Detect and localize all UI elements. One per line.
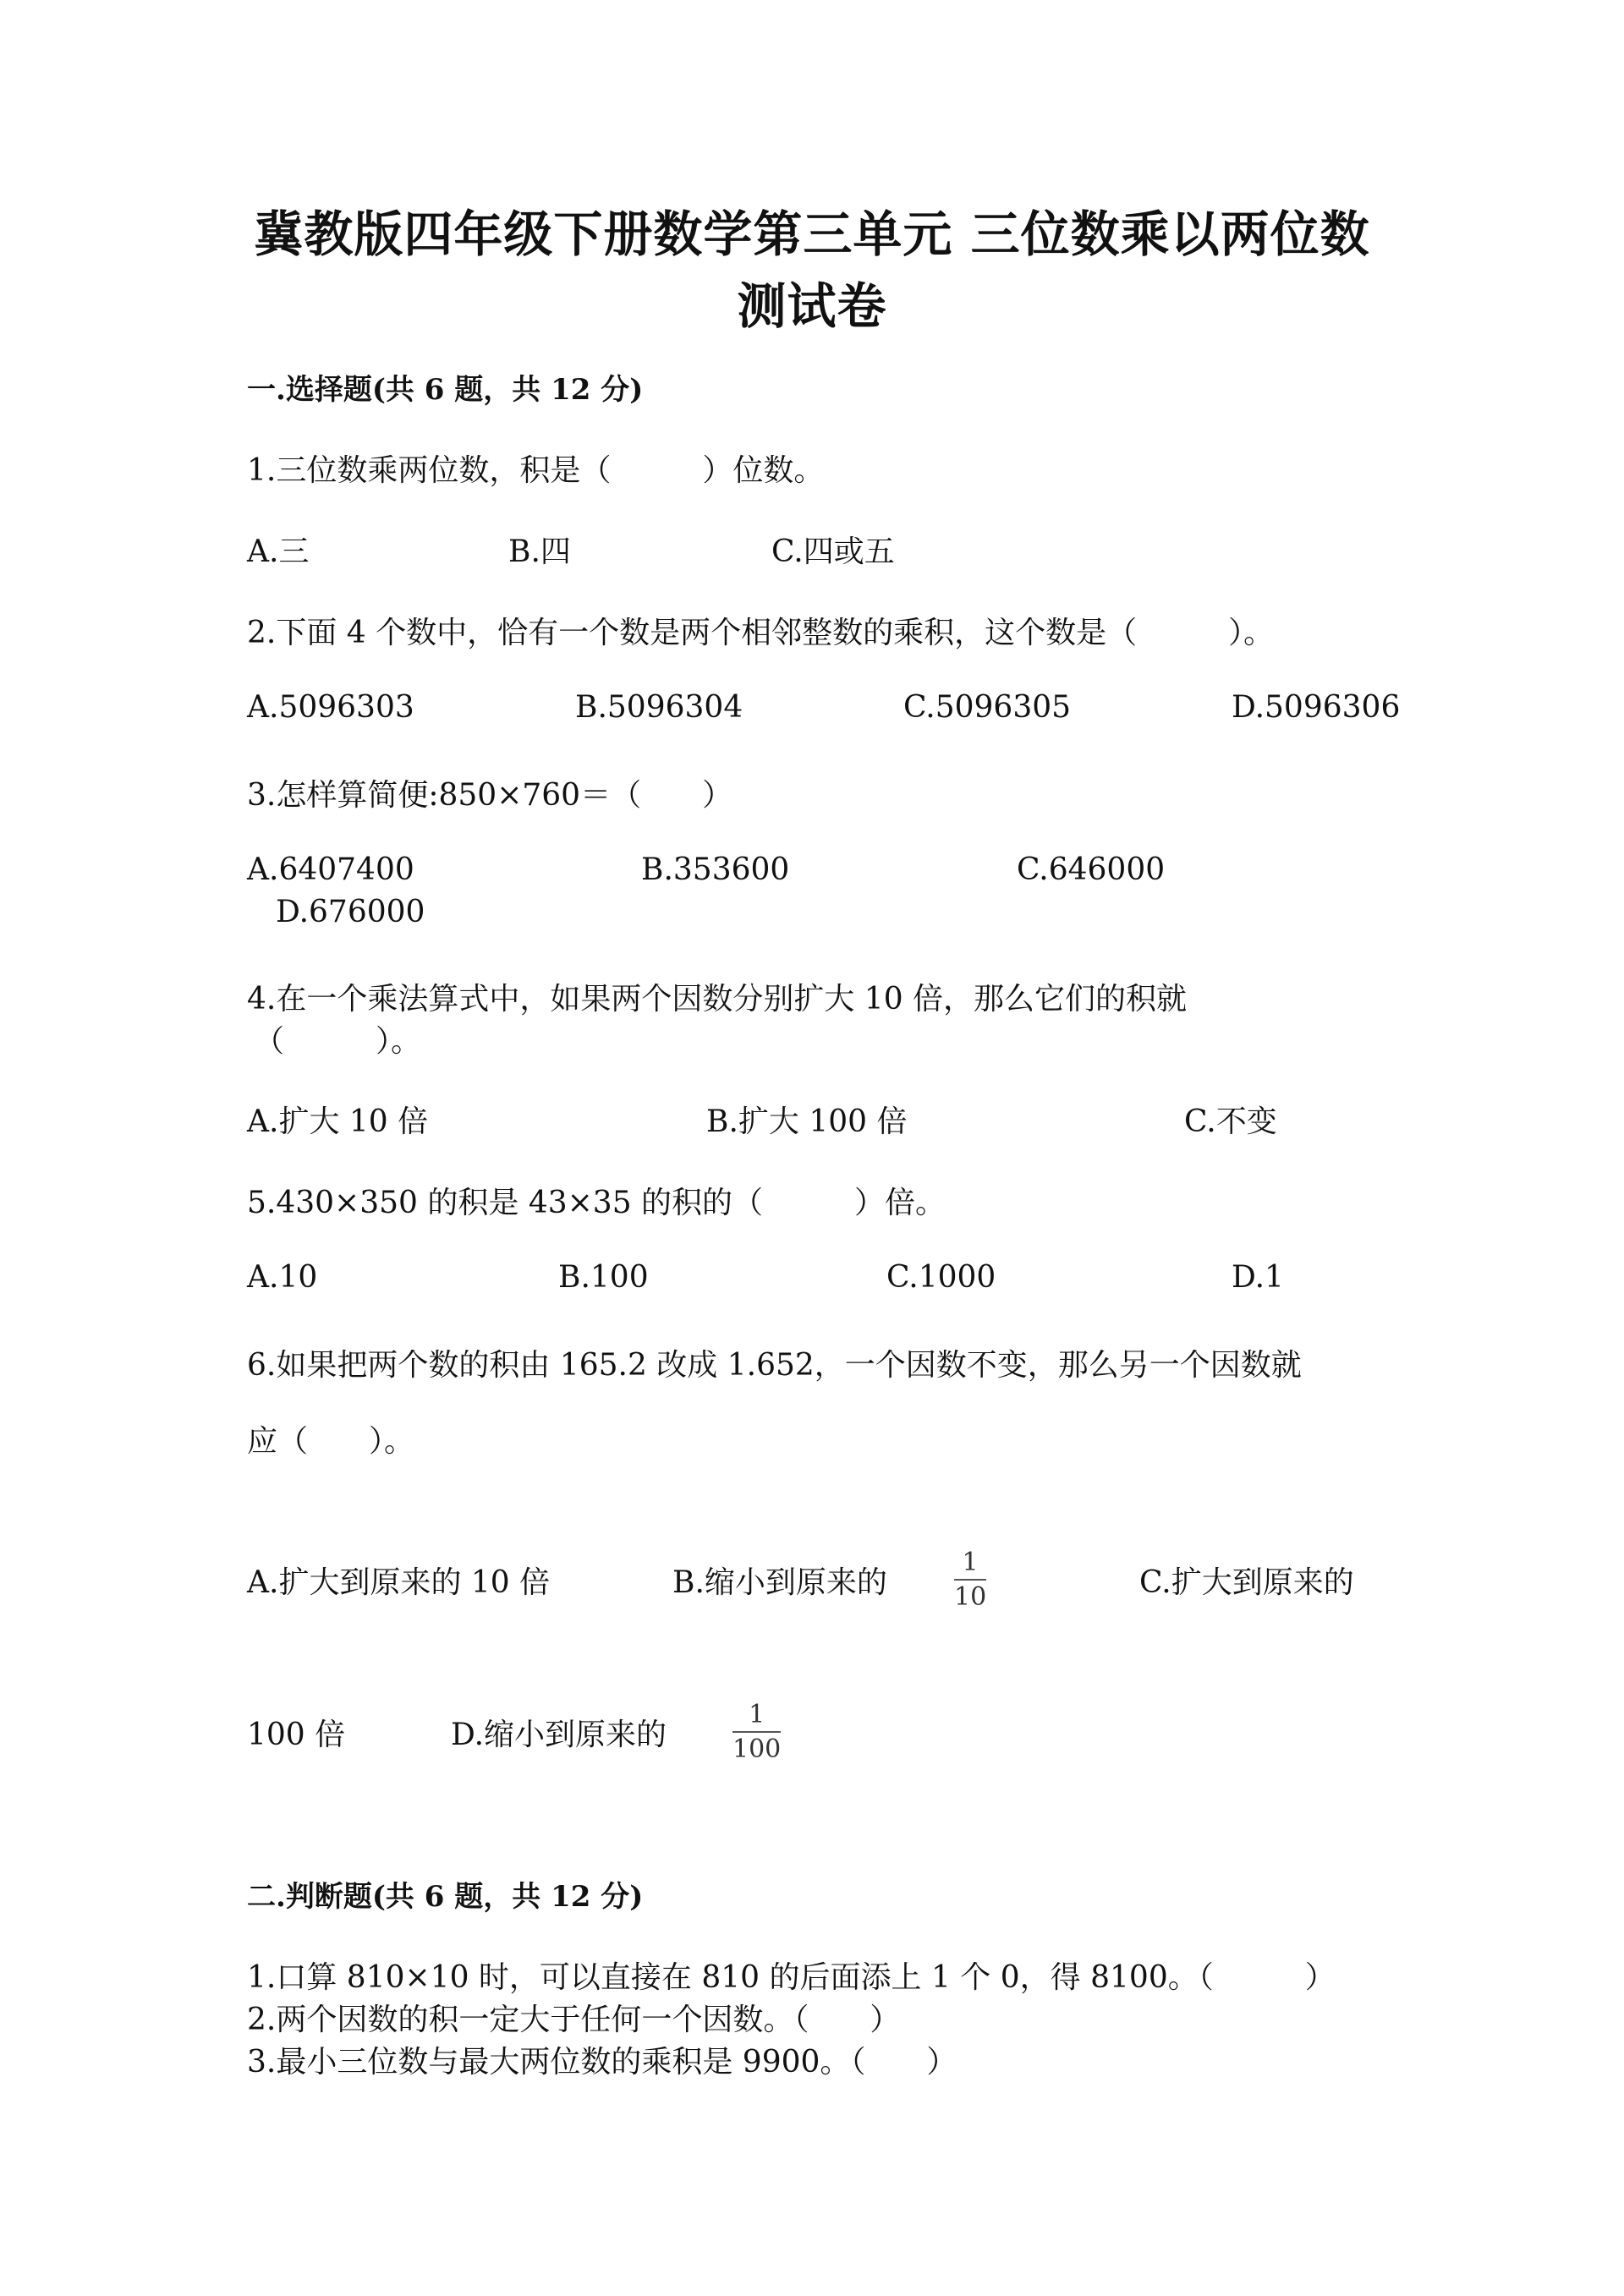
q4-option-a: A.扩大 10 倍 — [247, 1104, 429, 1139]
question-3: 3.怎样算简便:850×760＝（ ） — [247, 778, 733, 813]
judge-question-3: 3.最小三位数与最大两位数的乘积是 9900。（ ） — [247, 2045, 957, 2080]
q6-option-a: A.扩大到原来的 10 倍 — [247, 1565, 551, 1600]
exam-title-line2: 测试卷 — [737, 277, 887, 335]
fraction-numerator: 1 — [962, 1548, 979, 1577]
q3-option-d: D.676000 — [276, 895, 425, 929]
question-1: 1.三位数乘两位数，积是（ ）位数。 — [247, 453, 825, 488]
q6-option-c-continued: 100 倍 — [247, 1718, 346, 1752]
question-4-line1: 4.在一个乘法算式中，如果两个因数分别扩大 10 倍，那么它们的积就 — [247, 982, 1188, 1016]
question-6-line2: 应（ ）。 — [247, 1424, 415, 1459]
q4-option-b: B.扩大 100 倍 — [706, 1104, 908, 1139]
q2-option-d: D.5096306 — [1232, 690, 1401, 725]
question-4-line2: （ ）。 — [254, 1024, 422, 1059]
q2-option-b: B.5096304 — [575, 690, 743, 725]
question-5: 5.430×350 的积是 43×35 的积的（ ）倍。 — [247, 1186, 946, 1220]
question-6-line1: 6.如果把两个数的积由 165.2 改成 1.652，一个因数不变，那么另一个因数就 — [247, 1348, 1302, 1383]
q6-option-d-fraction — [732, 1700, 781, 1764]
q6-option-c: C.扩大到原来的 — [1139, 1565, 1354, 1600]
fraction-denominator: 10 — [954, 1582, 987, 1612]
q5-option-a: A.10 — [247, 1260, 318, 1295]
q3-option-b: B.353600 — [641, 852, 790, 887]
q1-option-c: C.四或五 — [771, 534, 895, 569]
q6-option-b: B.缩小到原来的 — [672, 1565, 887, 1600]
q3-option-c: C.646000 — [1017, 852, 1166, 887]
section1-heading: 一.选择题(共 6 题，共 12 分) — [247, 373, 644, 407]
q6-option-d: D.缩小到原来的 — [451, 1718, 667, 1752]
fraction-numerator: 1 — [749, 1700, 765, 1729]
q5-option-d: D.1 — [1232, 1260, 1284, 1295]
q4-option-c: C.不变 — [1184, 1104, 1277, 1139]
q1-option-b: B.四 — [508, 534, 571, 569]
q6-option-b-fraction — [954, 1548, 986, 1612]
q3-option-a: A.6407400 — [247, 852, 414, 887]
q2-option-a: A.5096303 — [247, 690, 414, 725]
q5-option-b: B.100 — [558, 1260, 649, 1295]
fraction-denominator: 100 — [732, 1734, 782, 1764]
q1-option-a: A.三 — [247, 534, 310, 569]
section2-heading: 二.判断题(共 6 题，共 12 分) — [247, 1880, 644, 1914]
judge-question-1: 1.口算 810×10 时，可以直接在 810 的后面添上 1 个 0，得 8100。（ ） — [247, 1960, 1336, 1995]
judge-question-2: 2.两个因数的积一定大于任何一个因数。（ ） — [247, 2003, 901, 2037]
q5-option-c: C.1000 — [886, 1260, 996, 1295]
q2-option-c: C.5096305 — [903, 690, 1072, 725]
question-2: 2.下面 4 个数中，恰有一个数是两个相邻整数的乘积，这个数是（ ）。 — [247, 616, 1275, 650]
exam-title-line1: 冀教版四年级下册数学第三单元 三位数乘以两位数 — [254, 205, 1370, 263]
